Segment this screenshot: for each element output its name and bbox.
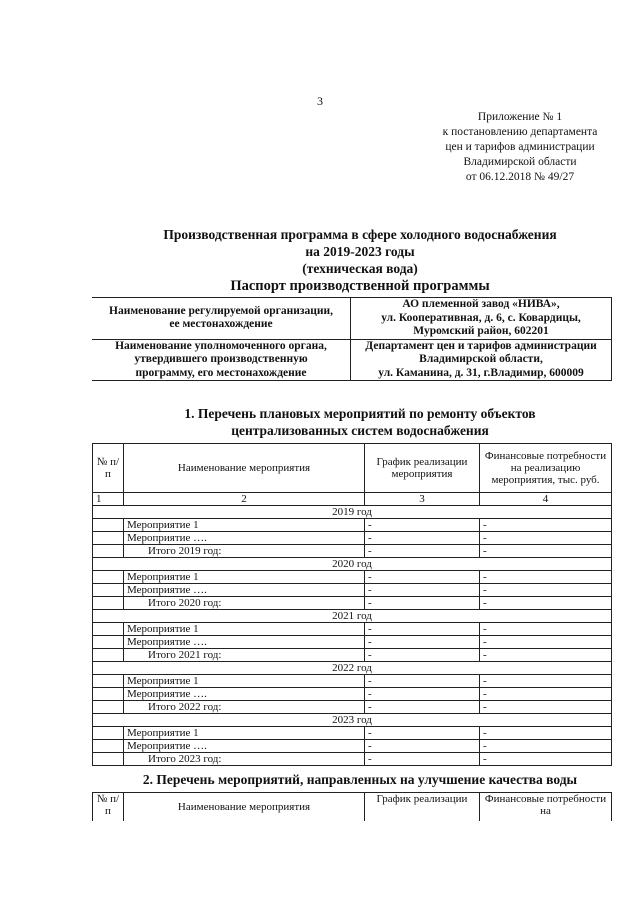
schedule-cell: - <box>365 571 480 584</box>
total-label: Итого 2020 год: <box>124 597 365 610</box>
measure-name: Мероприятие …. <box>124 532 365 545</box>
measure-name: Мероприятие …. <box>124 636 365 649</box>
finance-cell: - <box>480 623 612 636</box>
finance-cell: - <box>480 545 612 558</box>
row-number <box>93 597 124 610</box>
finance-cell: - <box>480 636 612 649</box>
measure-name: Мероприятие 1 <box>124 519 365 532</box>
finance-cell: - <box>480 584 612 597</box>
header-cell: Наименование мероприятия <box>124 444 365 493</box>
passport-label <box>92 298 351 340</box>
schedule-cell: - <box>365 545 480 558</box>
year-label: 2022 год <box>93 662 612 675</box>
finance-cell: - <box>480 740 612 753</box>
col-number: 2 <box>124 493 365 506</box>
header-cell: Финансовые потребности на реализацию мероприятия, тыс. руб. <box>480 444 612 493</box>
passport-value <box>351 298 612 340</box>
table-row <box>93 532 612 545</box>
table-header-row <box>93 444 612 493</box>
header-cell: График реализации <box>365 793 480 822</box>
header-cell: График реализации мероприятия <box>365 444 480 493</box>
header-cell: Наименование мероприятия <box>124 793 365 822</box>
table-row <box>93 636 612 649</box>
col-number: 3 <box>365 493 480 506</box>
total-row <box>93 753 612 766</box>
year-label: 2023 год <box>93 714 612 727</box>
row-number <box>93 545 124 558</box>
value-line: ул. Каманина, д. 31, г.Владимир, 600009 <box>378 366 584 379</box>
finance-cell: - <box>480 571 612 584</box>
repair-measures-table <box>92 443 612 766</box>
finance-cell: - <box>480 727 612 740</box>
table-row <box>93 584 612 597</box>
total-row <box>93 649 612 662</box>
section2-heading: 2. Перечень мероприятий, направленных на улучшение качества воды <box>142 772 578 787</box>
heading-line: 1. Перечень плановых мероприятий по ремонту объектов <box>184 406 536 421</box>
value-line: Муромский район, 602201 <box>413 325 549 337</box>
title-line: на 2019-2023 годы <box>305 244 415 259</box>
row-number <box>93 688 124 701</box>
year-label: 2021 год <box>93 610 612 623</box>
passport-row <box>92 298 612 340</box>
section1-heading <box>80 405 640 439</box>
schedule-cell: - <box>365 675 480 688</box>
finance-cell: - <box>480 701 612 714</box>
row-number <box>93 727 124 740</box>
measure-name: Мероприятие 1 <box>124 675 365 688</box>
row-number <box>93 753 124 766</box>
appendix-line: к постановлению департамента <box>442 126 598 138</box>
schedule-cell: - <box>365 532 480 545</box>
label-line: программу, его местонахождение <box>135 366 307 379</box>
document-title <box>80 226 640 277</box>
schedule-cell: - <box>365 649 480 662</box>
schedule-cell: - <box>365 688 480 701</box>
schedule-cell: - <box>365 753 480 766</box>
schedule-cell: - <box>365 701 480 714</box>
page-number: 3 <box>317 94 323 108</box>
header-cell: № п/п <box>93 444 124 493</box>
row-number <box>93 571 124 584</box>
label-line: Наименование регулируемой организации, <box>109 304 333 317</box>
finance-cell: - <box>480 519 612 532</box>
passport-value <box>351 339 612 381</box>
table-row <box>93 688 612 701</box>
total-row <box>93 701 612 714</box>
finance-cell: - <box>480 597 612 610</box>
table-row <box>93 519 612 532</box>
total-label: Итого 2019 год: <box>124 545 365 558</box>
row-number <box>93 636 124 649</box>
table-row <box>93 675 612 688</box>
schedule-cell: - <box>365 623 480 636</box>
measure-name: Мероприятие 1 <box>124 727 365 740</box>
schedule-cell: - <box>365 597 480 610</box>
measure-name: Мероприятие …. <box>124 584 365 597</box>
total-row <box>93 545 612 558</box>
year-label: 2019 год <box>93 506 612 519</box>
appendix-line: Приложение № 1 <box>477 111 563 123</box>
row-number <box>93 740 124 753</box>
appendix-line: Владимирской области <box>463 156 577 168</box>
year-row <box>93 506 612 519</box>
title-line: Производственная программа в сфере холодного водоснабжения <box>163 227 557 242</box>
total-label: Итого 2021 год: <box>124 649 365 662</box>
measure-name: Мероприятие …. <box>124 688 365 701</box>
label-line: утвердившего производственную <box>134 353 308 365</box>
schedule-cell: - <box>365 727 480 740</box>
title-line: (техническая вода) <box>302 261 418 276</box>
total-row <box>93 597 612 610</box>
total-label: Итого 2023 год: <box>124 753 365 766</box>
schedule-cell: - <box>365 584 480 597</box>
value-line: ул. Кооперативная, д. 6, с. Ковардицы, <box>381 311 581 324</box>
table-row <box>93 727 612 740</box>
passport-table <box>92 297 612 381</box>
col-number: 1 <box>93 493 124 506</box>
year-label: 2020 год <box>93 558 612 571</box>
row-number <box>93 675 124 688</box>
table-row <box>93 571 612 584</box>
col-number: 4 <box>480 493 612 506</box>
table-header-row <box>93 793 612 822</box>
label-line: ее местонахождение <box>169 318 273 331</box>
value-line: Департамент цен и тарифов администрации <box>365 339 597 352</box>
row-number <box>93 623 124 636</box>
value-line: Владимирской области, <box>419 353 543 365</box>
passport-label <box>92 339 351 381</box>
row-number <box>93 519 124 532</box>
schedule-cell: - <box>365 519 480 532</box>
finance-cell: - <box>480 532 612 545</box>
finance-cell: - <box>480 753 612 766</box>
passport-heading: Паспорт производственной программы <box>230 278 490 294</box>
row-number <box>93 649 124 662</box>
measure-name: Мероприятие 1 <box>124 623 365 636</box>
water-quality-table <box>92 792 612 821</box>
schedule-cell: - <box>365 636 480 649</box>
header-cell: № п/п <box>93 793 124 822</box>
year-row <box>93 662 612 675</box>
measure-name: Мероприятие …. <box>124 740 365 753</box>
passport-row <box>92 339 612 381</box>
year-row <box>93 558 612 571</box>
year-row <box>93 714 612 727</box>
total-label: Итого 2022 год: <box>124 701 365 714</box>
table-row <box>93 740 612 753</box>
label-line: Наименование уполномоченного органа, <box>115 339 327 352</box>
row-number <box>93 584 124 597</box>
heading-line: централизованных систем водоснабжения <box>231 423 489 438</box>
appendix-line: от 06.12.2018 № 49/27 <box>465 171 575 183</box>
year-row <box>93 610 612 623</box>
row-number <box>93 532 124 545</box>
appendix-line: цен и тарифов администрации <box>445 141 595 153</box>
finance-cell: - <box>480 649 612 662</box>
row-number <box>93 701 124 714</box>
finance-cell: - <box>480 688 612 701</box>
header-cell: Финансовые потребности на <box>480 793 612 822</box>
column-number-row <box>93 493 612 506</box>
table-row <box>93 623 612 636</box>
appendix-note <box>420 110 620 185</box>
measure-name: Мероприятие 1 <box>124 571 365 584</box>
value-line: АО племенной завод «НИВА», <box>402 298 560 310</box>
finance-cell: - <box>480 675 612 688</box>
schedule-cell: - <box>365 740 480 753</box>
